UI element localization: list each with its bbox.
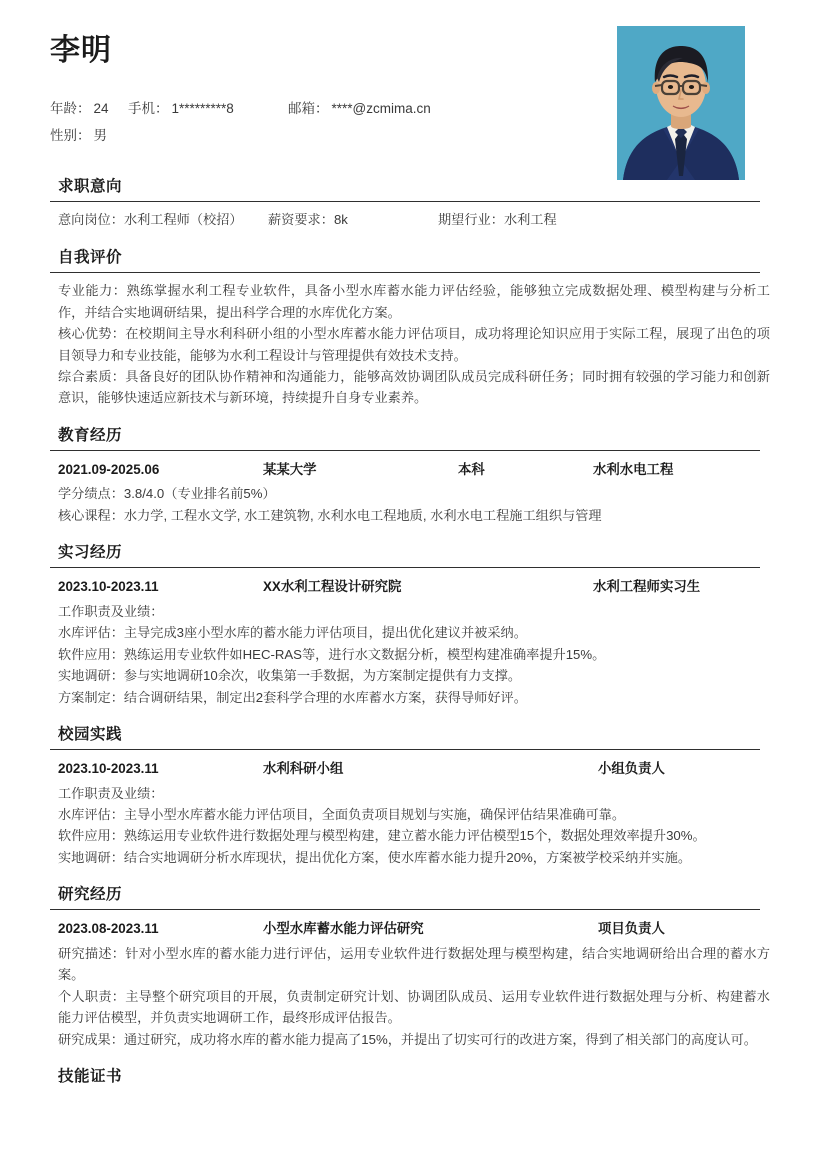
section-title-education: 教育经历: [58, 426, 123, 444]
campus-detail: 水库评估：主导小型水库蓄水能力评估项目，全面负责项目规划与实施，确保评估结果准确可靠。: [58, 807, 626, 823]
internship-detail: 工作职责及业绩：: [58, 604, 164, 620]
field-age-label: 年龄：: [50, 101, 91, 116]
section-divider: [50, 450, 760, 451]
section-divider: [50, 749, 760, 750]
education-school: 某某大学: [263, 461, 317, 477]
field-gender-label: 性别：: [50, 128, 91, 143]
internship-detail: 实地调研：参与实地调研10余次，收集第一手数据，为方案制定提供有力支撑。: [58, 668, 522, 684]
internship-detail: 水库评估：主导完成3座小型水库的蓄水能力评估项目，提出优化建议并被采纳。: [58, 625, 527, 641]
research-detail: 研究成果：通过研究，成功将水库的蓄水能力提高了15%，并提出了切实可行的改进方案，得到了相关部门的高度认可。: [58, 1031, 757, 1047]
field-email: [288, 95, 431, 122]
research-role: 项目负责人: [598, 921, 665, 937]
internship-date: 2023.10-2023.11: [58, 579, 159, 595]
education-detail: 学分绩点：3.8/4.0（专业排名前5%）: [58, 486, 276, 502]
intent-salary-label: 薪资要求：: [268, 212, 334, 227]
self-eval-paragraph: 专业能力：熟练掌握水利工程专业软件，具备小型水库蓄水能力评估经验，能够独立完成数据处理、模型构建与分析工作，并结合实地调研结果，提出科学合理的水库优化方案。: [58, 283, 770, 320]
education-major: 水利水电工程: [593, 461, 674, 477]
field-phone-value: 1*********8: [171, 101, 234, 116]
section-divider: [50, 567, 760, 568]
internship-organization: XX水利工程设计研究院: [263, 579, 402, 595]
section-divider: [50, 201, 760, 202]
resume-header: [50, 0, 770, 160]
job-intent-row: [50, 209, 770, 231]
self-eval-paragraph: 综合素质：具备良好的团队协作精神和沟通能力，能够高效协调团队成员完成科研任务；同时拥有较强的学习能力和创新意识，能够快速适应新技术与新环境，持续提升自身专业素养。: [58, 368, 770, 406]
candidate-name: 李明: [50, 34, 112, 67]
field-phone: [128, 95, 288, 122]
research-project-title: 小型水库蓄水能力评估研究: [263, 921, 424, 937]
section-job-intent: [50, 174, 770, 231]
section-skills-certificates: [50, 1064, 770, 1086]
campus-detail: 工作职责及业绩：: [58, 785, 164, 801]
education-entry-header: [50, 458, 770, 483]
section-self-evaluation: [50, 245, 770, 408]
section-title-research: 研究经历: [58, 886, 123, 904]
field-email-label: 邮箱：: [288, 101, 329, 116]
internship-entry-header: [50, 575, 770, 600]
internship-role: 水利工程师实习生: [593, 579, 701, 595]
intent-salary: [268, 209, 438, 231]
section-title-skills-certificates: 技能证书: [58, 1067, 123, 1085]
field-gender-value: 男: [93, 128, 107, 143]
section-campus-practice: [50, 722, 770, 868]
intent-salary-value: 8k: [333, 212, 348, 227]
campus-date: 2023.10-2023.11: [58, 760, 159, 776]
education-date: 2021.09-2025.06: [58, 461, 160, 477]
self-eval-paragraph: 核心优势：在校期间主导水利科研小组的小型水库蓄水能力评估项目，成功将理论知识应用于实际工程，展现了出色的项目领导力和专业技能，能够为水利工程设计与管理提供有效技术支持。: [58, 326, 770, 363]
section-research: [50, 882, 770, 1050]
field-phone-label: 手机：: [128, 101, 169, 116]
intent-position-label: 意向岗位：: [58, 212, 124, 227]
field-gender: [50, 122, 128, 149]
education-degree: 本科: [458, 461, 485, 477]
section-divider: [50, 272, 760, 273]
education-detail: 核心课程：水力学, 工程水文学, 水工建筑物, 水利水电工程地质, 水利水电工程施工组织与管理: [58, 507, 602, 523]
campus-role: 小组负责人: [598, 760, 665, 776]
research-detail: 研究描述：针对小型水库的蓄水能力进行评估，运用专业软件进行数据处理与模型构建，结合实地调研给出合理的蓄水方案。: [58, 946, 770, 983]
research-entry-header: [50, 917, 770, 942]
internship-detail: 方案制定：结合调研结果，制定出2套科学合理的水库蓄水方案，获得导师好评。: [58, 689, 527, 705]
internship-detail: 软件应用：熟练运用专业软件如HEC-RAS等，进行水文数据分析，模型构建准确率提升15%。: [58, 646, 606, 662]
section-education: [50, 423, 770, 527]
intent-position: [58, 209, 268, 231]
intent-industry-label: 期望行业：: [438, 212, 504, 227]
campus-detail: 软件应用：熟练运用专业软件进行数据处理与模型构建，建立蓄水能力评估模型15个，数据处理效率提升30%。: [58, 828, 706, 844]
field-age: [50, 95, 128, 122]
intent-position-value: 水利工程师（校招）: [123, 212, 243, 227]
field-age-value: 24: [93, 101, 109, 116]
section-title-job-intent: 求职意向: [58, 178, 123, 195]
section-title-self-evaluation: 自我评价: [58, 249, 123, 267]
campus-detail: 实地调研：结合实地调研分析水库现状，提出优化方案，使水库蓄水能力提升20%，方案被学校采纳并实施。: [58, 849, 692, 865]
section-title-campus-practice: 校园实践: [58, 725, 123, 743]
section-divider: [50, 909, 760, 910]
intent-industry-value: 水利工程: [503, 212, 557, 227]
field-email-value: ****@zcmima.cn: [331, 101, 431, 116]
section-internship: [50, 540, 770, 708]
avatar: [617, 26, 745, 180]
campus-entry-header: [50, 757, 770, 782]
campus-organization: 水利科研小组: [263, 760, 344, 776]
section-title-internship: 实习经历: [58, 544, 123, 562]
intent-industry: [438, 209, 557, 231]
research-date: 2023.08-2023.11: [58, 921, 159, 937]
research-detail: 个人职责：主导整个研究项目的开展，负责制定研究计划、协调团队成员、运用专业软件进行数据处理与分析、构建蓄水能力评估模型，并负责实地调研工作，最终形成评估报告。: [58, 988, 770, 1026]
